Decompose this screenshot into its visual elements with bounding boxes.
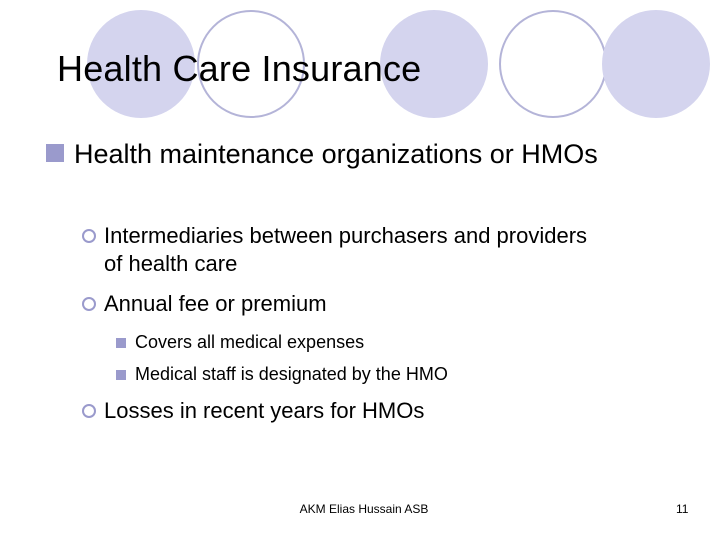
- sub-sub-bullet-staff: [115, 362, 595, 386]
- bullet-text: Health maintenance organizations or HMOs: [74, 139, 598, 169]
- sub-sub-bullet-text: Medical staff is designated by the HMO: [135, 364, 448, 384]
- page-number: 11: [676, 502, 689, 516]
- sub-bullet-losses: [81, 397, 601, 425]
- footer-author: AKM Elias Hussain ASB: [299, 502, 429, 516]
- sub-bullet-text: Annual fee or premium: [104, 291, 327, 316]
- sub-bullet-text: Losses in recent years for HMOs: [104, 398, 425, 423]
- hollow-circle-bullet-icon: [81, 228, 97, 244]
- hollow-circle-bullet-icon: [81, 403, 97, 419]
- sub-sub-bullet-text: Covers all medical expenses: [135, 332, 365, 352]
- hollow-circle-bullet-icon: [81, 296, 97, 312]
- sub-bullet-intermediaries: [81, 222, 601, 278]
- filled-square-bullet-icon: [44, 142, 66, 164]
- bullet-hmos: [44, 137, 644, 171]
- filled-square-bullet-icon: [115, 337, 127, 349]
- sub-bullet-text: Intermediaries between purchasers and providers of health care: [104, 223, 588, 276]
- filled-square-bullet-icon: [115, 369, 127, 381]
- sub-bullet-annual-fee: [81, 290, 601, 318]
- sub-sub-bullet-covers: [115, 330, 595, 354]
- slide-title: Health Care Insurance: [57, 48, 422, 89]
